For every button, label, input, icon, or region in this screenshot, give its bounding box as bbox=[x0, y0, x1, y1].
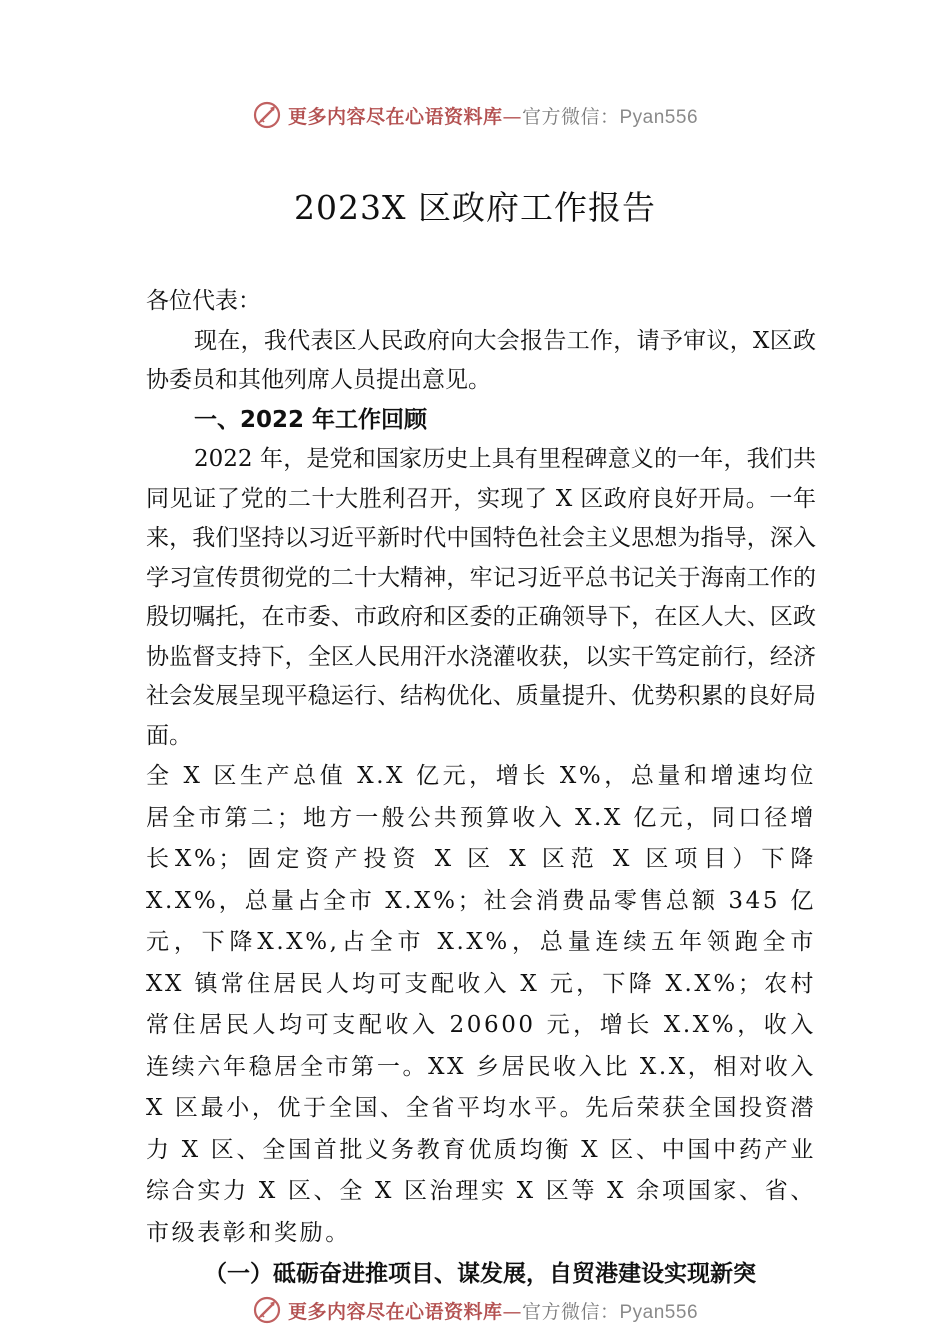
watermark-text bbox=[288, 1297, 698, 1324]
watermark-main: 更多内容尽在心语资料库 bbox=[287, 1300, 503, 1323]
watermark-dash: — bbox=[502, 1300, 522, 1323]
pen-circle-logo-icon bbox=[252, 1295, 282, 1325]
watermark-id: Pyan556 bbox=[619, 106, 699, 128]
salutation: 各位代表： bbox=[146, 288, 261, 314]
watermark-main: 更多内容尽在心语资料库 bbox=[287, 105, 503, 128]
watermark-label: 官方微信： bbox=[521, 1300, 620, 1323]
watermark-text bbox=[288, 102, 698, 129]
document-title: 2023X 区政府工作报告 bbox=[294, 188, 656, 227]
subsection-heading: （一）砥砺奋进推项目、谋发展，自贸港建设实现新突 bbox=[204, 1260, 756, 1287]
watermark-footer bbox=[0, 1290, 950, 1330]
watermark-id: Pyan556 bbox=[619, 1301, 699, 1323]
watermark-dash: — bbox=[502, 105, 522, 128]
document-body bbox=[146, 282, 816, 1294]
statistics-paragraph: 全 X 区生产总值 X.X 亿元，增长 X%，总量和增速均位居全市第二；地方一般公共预算收入 X.X 亿元，同口径增长X%；固定资产投资 X 区 X 区范 X 区项目）下降 X.X%，总量占全市 X.X%；社会消费品零售总额 345 亿元，下降X.X%,占全市 X.X%，总量连续五年领跑全市 XX 镇常住居民人均可支配收入 X 元，下降 X.X%；农村常住居民人均可支配收入 20600 元，增长 X.X%，收入连续六年稳居全市第一。XX 乡居民收入比 X.X，相对收入 X 区最小，优于全国、全省平均水平。先后荣获全国投资潜力 X 区、全国首批义务教育优质均衡 X 区、中国中药产业综合实力 X 区、全 X 区治理实 X 区等 X 余项国家、省、市级表彰和奖励。 bbox=[146, 763, 816, 1246]
watermark-header bbox=[0, 95, 950, 135]
review-paragraph: 2022 年，是党和国家历史上具有里程碑意义的一年，我们共同见证了党的二十大胜利召开，实现了 X 区政府良好开局。一年来，我们坚持以习近平新时代中国特色社会主义思想为指导，深入学习宣传贯彻党的二十大精神，牢记习近平总书记关于海南工作的殷切嘱托，在市委、市政府和区委的正确领导下，在区人大、区政协监督支持下，全区人民用汗水浇灌收获，以实干笃定前行，经济社会发展呈现平稳运行、结构优化、质量提升、优势积累的良好局面。 bbox=[146, 446, 816, 749]
intro-paragraph: 现在，我代表区人民政府向大会报告工作，请予审议，X区政协委员和其他列席人员提出意见。 bbox=[146, 327, 816, 393]
pen-circle-logo-icon bbox=[252, 100, 282, 130]
section-heading: 一、2022 年工作回顾 bbox=[194, 406, 428, 433]
watermark-label: 官方微信： bbox=[521, 105, 620, 128]
